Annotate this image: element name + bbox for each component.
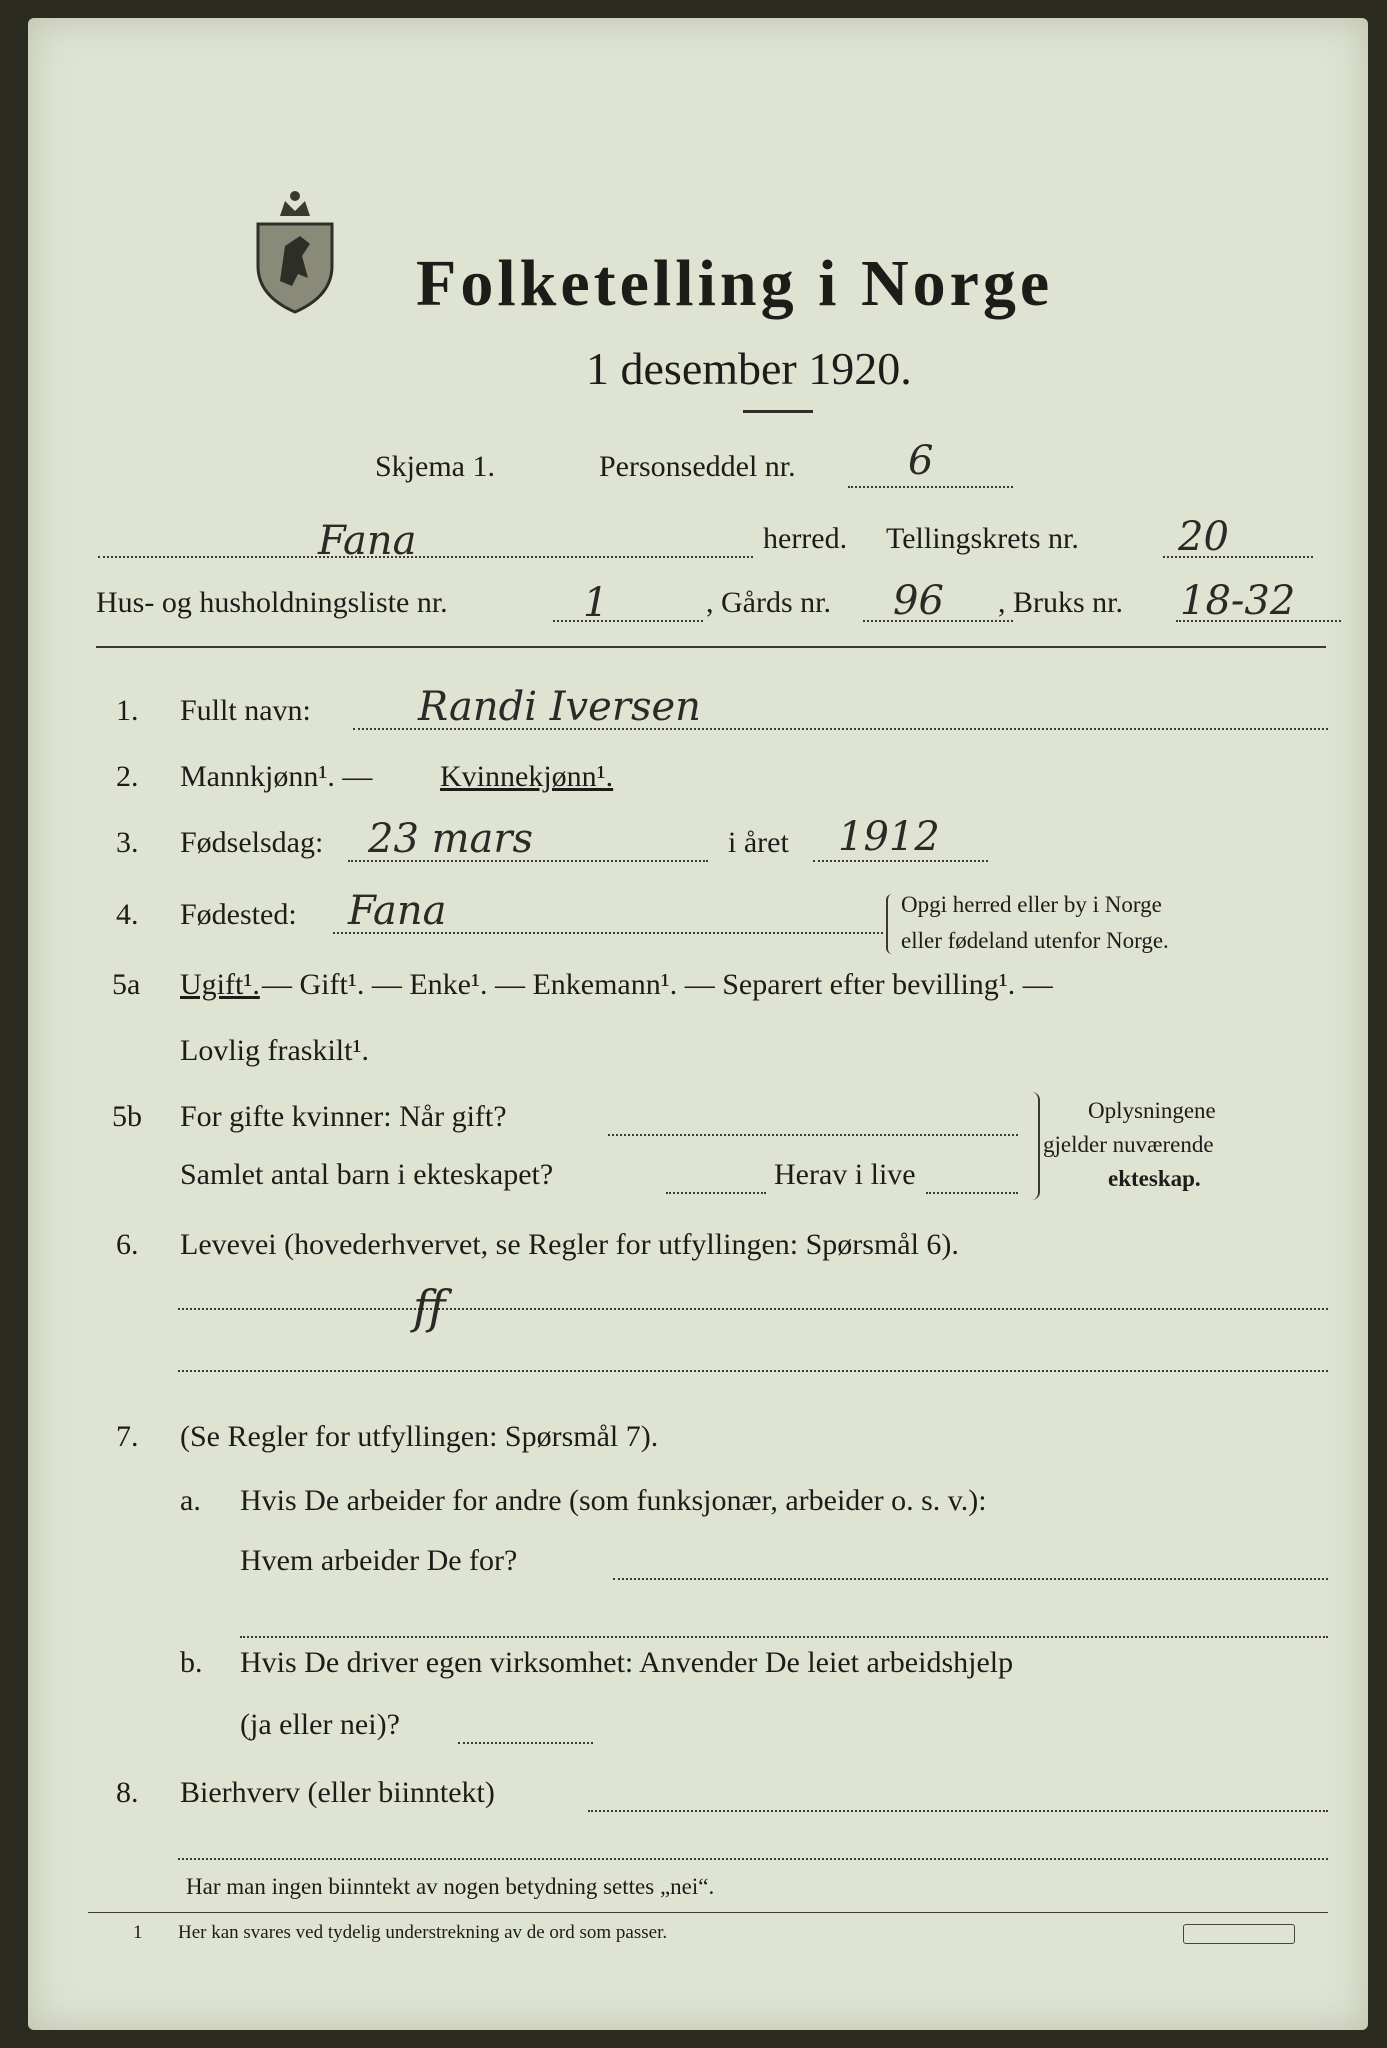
personseddel-label: Personseddel nr. bbox=[599, 450, 796, 483]
tellingskrets-value: 20 bbox=[1178, 514, 1229, 560]
q4-note-line2: eller fødeland utenfor Norge. bbox=[901, 928, 1169, 953]
q7a-label-2: Hvem arbeider De for? bbox=[240, 1544, 518, 1577]
q5b-note-line2: gjelder nuværende bbox=[1043, 1132, 1214, 1157]
q5a-number: 5a bbox=[112, 968, 141, 1001]
footnote-mark: 1 bbox=[133, 1922, 143, 1943]
q5b-married-line bbox=[608, 1134, 1018, 1136]
q5b-children-line bbox=[666, 1192, 766, 1194]
personseddel-value: 6 bbox=[908, 438, 934, 484]
q2-number: 2. bbox=[116, 760, 139, 793]
gards-value: 96 bbox=[893, 578, 944, 624]
section-divider bbox=[96, 646, 1326, 648]
q7a-line1 bbox=[613, 1578, 1328, 1580]
q5b-number: 5b bbox=[112, 1100, 142, 1133]
q8-line1 bbox=[588, 1810, 1328, 1812]
form-title: Folketelling i Norge bbox=[416, 247, 1054, 320]
q7b-number: b. bbox=[180, 1646, 203, 1679]
q4-brace bbox=[886, 894, 896, 954]
q4-label: Fødested: bbox=[180, 898, 297, 931]
q7a-label-1: Hvis De arbeider for andre (som funksjonær, arbeider o. s. v.): bbox=[240, 1484, 987, 1517]
q5b-brace bbox=[1028, 1092, 1040, 1200]
footer-note: Har man ingen biinntekt av nogen betydning settes „nei“. bbox=[186, 1874, 715, 1899]
q4-note-line1: Opgi herred eller by i Norge bbox=[901, 892, 1162, 917]
q8-label: Bierhverv (eller biinntekt) bbox=[180, 1776, 495, 1809]
tellingskrets-label: Tellingskrets nr. bbox=[886, 522, 1079, 555]
q4-value: Fana bbox=[348, 888, 447, 934]
q4-number: 4. bbox=[116, 898, 139, 931]
q5a-line2: Lovlig fraskilt¹. bbox=[180, 1034, 369, 1067]
bruks-value: 18-32 bbox=[1180, 578, 1296, 624]
q1-label: Fullt navn: bbox=[180, 694, 311, 727]
q5b-note-line3: ekteskap. bbox=[1108, 1166, 1201, 1191]
q2-label-female: Kvinnekjønn¹. bbox=[440, 760, 614, 793]
title-underline bbox=[743, 402, 813, 413]
q5a-options: — Gift¹. — Enke¹. — Enkemann¹. — Separert efter bevilling¹. — bbox=[262, 968, 1053, 1001]
q8-number: 8. bbox=[116, 1776, 139, 1809]
bruks-label: , Bruks nr. bbox=[998, 586, 1124, 619]
personseddel-line bbox=[848, 486, 1013, 488]
q3-value: 23 mars bbox=[368, 816, 534, 862]
husliste-value: 1 bbox=[583, 580, 609, 626]
q3-year-line bbox=[813, 860, 988, 862]
census-form-page bbox=[28, 18, 1368, 2030]
gards-label: , Gårds nr. bbox=[706, 586, 831, 619]
herred-label: herred. bbox=[763, 522, 848, 555]
footer-divider bbox=[88, 1912, 1328, 1913]
q7b-line bbox=[458, 1742, 593, 1744]
q3-number: 3. bbox=[116, 826, 139, 859]
q1-value: Randi Iversen bbox=[418, 684, 701, 730]
husliste-line bbox=[553, 620, 703, 622]
q3-label: Fødselsdag: bbox=[180, 826, 324, 859]
q3-year-value: 1912 bbox=[838, 814, 940, 860]
census-date: 1 desember 1920. bbox=[586, 343, 912, 394]
q5b-label-children: Samlet antal barn i ekteskapet? bbox=[180, 1158, 554, 1191]
q3-year-label: i året bbox=[728, 826, 789, 859]
herred-line bbox=[98, 556, 753, 558]
q7a-line2 bbox=[240, 1636, 1328, 1638]
q8-line2 bbox=[178, 1858, 1328, 1860]
coat-of-arms-icon bbox=[250, 186, 340, 316]
q5b-label-living: Herav i live bbox=[774, 1158, 916, 1191]
q7-label: (Se Regler for utfyllingen: Spørsmål 7). bbox=[180, 1420, 659, 1453]
q6-label: Levevei (hovederhvervet, se Regler for utfyllingen: Spørsmål 6). bbox=[180, 1228, 959, 1261]
q2-label-male: Mannkjønn¹. — bbox=[180, 760, 373, 793]
q1-number: 1. bbox=[116, 694, 139, 727]
q6-number: 6. bbox=[116, 1228, 139, 1261]
q7a-number: a. bbox=[180, 1484, 201, 1517]
q6-value: ff bbox=[413, 1280, 446, 1334]
q7b-label-1: Hvis De driver egen virksomhet: Anvender De leiet arbeidshjelp bbox=[240, 1646, 1014, 1679]
footnote-text: Her kan svares ved tydelig understrekning av de ord som passer. bbox=[178, 1922, 668, 1943]
herred-value: Fana bbox=[318, 518, 417, 564]
q5b-living-line bbox=[926, 1192, 1018, 1194]
printer-stamp bbox=[1183, 1924, 1295, 1944]
q6-line1 bbox=[178, 1308, 1328, 1310]
q7-number: 7. bbox=[116, 1420, 139, 1453]
skjema-label: Skjema 1. bbox=[375, 450, 495, 483]
q5a-ugift: Ugift¹. bbox=[180, 968, 260, 1001]
q7b-label-2: (ja eller nei)? bbox=[240, 1708, 400, 1741]
q5b-label-married: For gifte kvinner: Når gift? bbox=[180, 1100, 507, 1133]
husliste-label: Hus- og husholdningsliste nr. bbox=[96, 586, 448, 619]
q6-line2 bbox=[178, 1370, 1328, 1372]
q5b-note-line1: Oplysningene bbox=[1088, 1098, 1216, 1123]
